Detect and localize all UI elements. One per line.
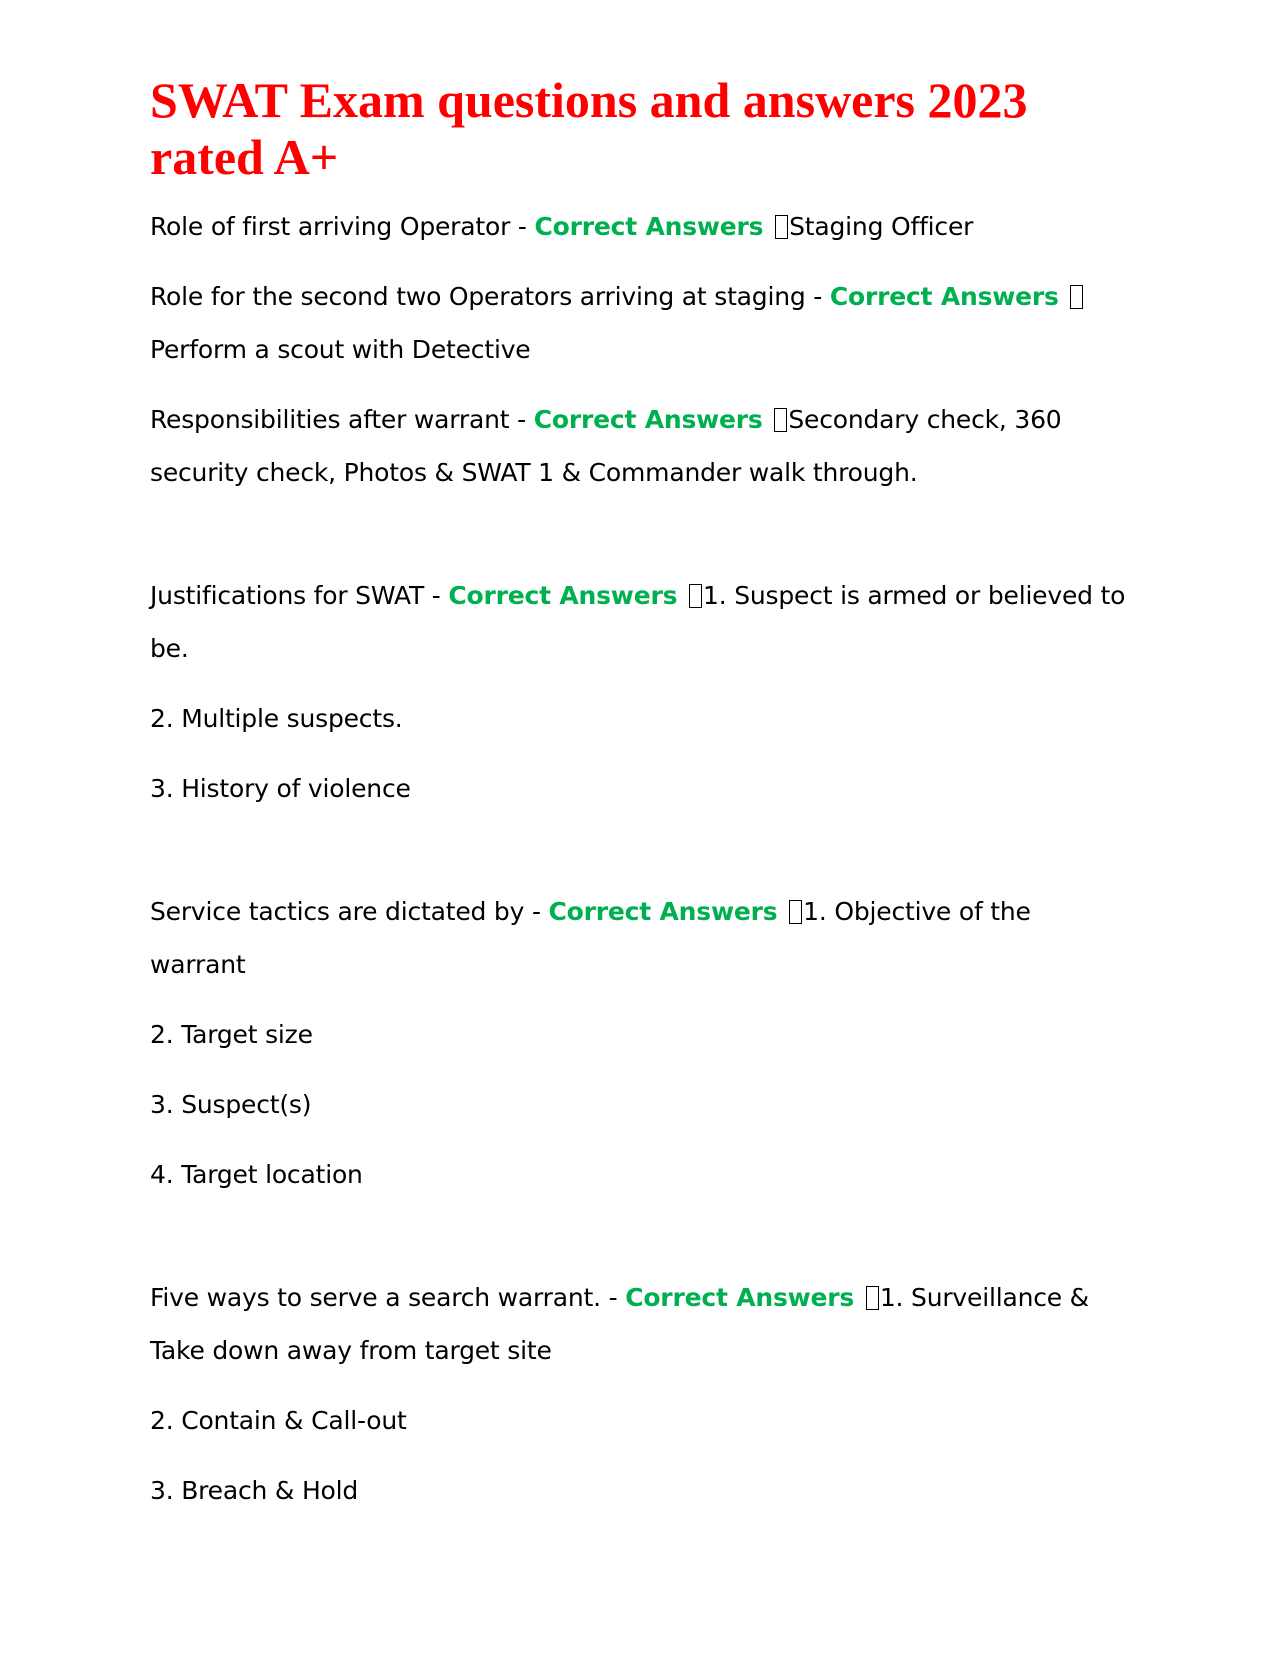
missing-glyph-icon — [866, 1286, 879, 1310]
correct-answers-label: Correct Answers — [448, 581, 678, 610]
correct-answers-label: Correct Answers — [533, 405, 763, 434]
missing-glyph-icon — [774, 408, 787, 432]
answer-list-item: 3. History of violence — [150, 774, 411, 803]
question-text: Service tactics are dictated by - — [150, 897, 549, 926]
question-text: Five ways to serve a search warrant. - — [150, 1283, 626, 1312]
question-text: Responsibilities after warrant - — [150, 405, 534, 434]
answer-list-item: 3. Breach & Hold — [150, 1476, 359, 1505]
answer-list-item: 3. Suspect(s) — [150, 1090, 312, 1119]
correct-answers-label: Correct Answers — [829, 282, 1059, 311]
answer-text: Staging Officer — [789, 212, 974, 241]
answer-list-item: 2. Multiple suspects. — [150, 704, 403, 733]
answer-list-item: 2. Contain & Call-out — [150, 1406, 407, 1435]
correct-answers-label: Correct Answers — [534, 212, 764, 241]
answer-text: 1. Suspect is armed or believed to be. — [150, 581, 1126, 663]
missing-glyph-icon — [789, 900, 802, 924]
qa-entry — [150, 569, 1130, 675]
answer-text: Perform a scout with Detective — [150, 335, 531, 364]
question-text: Role of first arriving Operator - — [150, 212, 535, 241]
correct-answers-label: Correct Answers — [548, 897, 778, 926]
missing-glyph-icon — [1070, 285, 1083, 309]
question-text: Role for the second two Operators arriving at staging - — [150, 282, 830, 311]
correct-answers-label: Correct Answers — [625, 1283, 855, 1312]
answer-text: 1. Objective of the warrant — [150, 897, 1031, 979]
document-page — [150, 72, 1130, 1534]
answer-list-item: 4. Target location — [150, 1160, 363, 1189]
qa-entry — [150, 270, 1130, 376]
qa-entry — [150, 1271, 1130, 1377]
answer-text: Secondary check, 360 security check, Photos & SWAT 1 & Commander walk through. — [150, 405, 1062, 487]
missing-glyph-icon — [775, 215, 788, 239]
answer-text: 1. Surveillance & Take down away from target site — [150, 1283, 1089, 1365]
qa-entry — [150, 200, 1130, 253]
missing-glyph-icon — [689, 584, 702, 608]
answer-list-item: 2. Target size — [150, 1020, 313, 1049]
qa-entry — [150, 393, 1130, 499]
document-title: SWAT Exam questions and answers 2023 rated A+ — [150, 72, 1028, 185]
qa-entry — [150, 885, 1130, 991]
question-text: Justifications for SWAT - — [150, 581, 449, 610]
